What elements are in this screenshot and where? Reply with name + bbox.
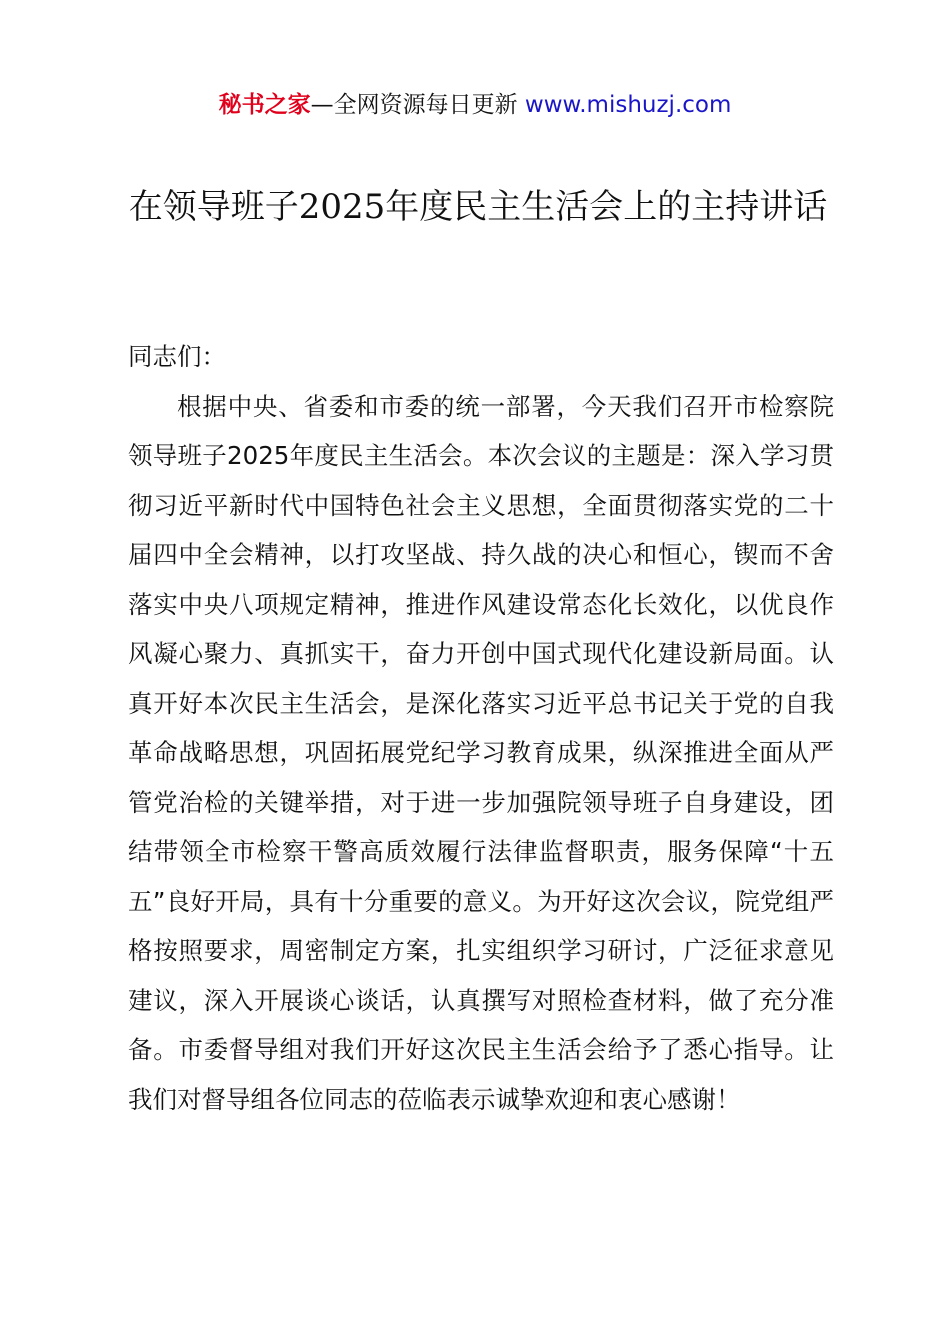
site-header	[0, 88, 950, 122]
document-body	[128, 332, 834, 1124]
document-title: 在领导班子2025年度民主生活会上的主持讲话	[128, 187, 828, 227]
salutation: 同志们：	[128, 342, 226, 371]
body-paragraph: 根据中央、省委和市委的统一部署，今天我们召开市检察院领导班子2025年度民主生活会。本次会议的主题是：深入学习贯彻习近平新时代中国特色社会主义思想，全面贯彻落实党的二十届四中全会精神，以打攻坚战、持久战的决心和恒心，锲而不舍落实中央八项规定精神，推进作风建设常态化长效化，以优良作风凝心聚力、真抓实干，奋力开创中国式现代化建设新局面。认真开好本次民主生活会，是深化落实习近平总书记关于党的自我革命战略思想，巩固拓展党纪学习教育成果，纵深推进全面从严管党治检的关键举措，对于进一步加强院领导班子自身建设，团结带领全市检察干警高质效履行法律监督职责，服务保障“十五五”良好开局，具有十分重要的意义。为开好这次会议，院党组严格按照要求，周密制定方案，扎实组织学习研讨，广泛征求意见建议，深入开展谈心谈话，认真撰写对照检查材料，做了充分准备。市委督导组对我们开好这次民主生活会给予了悉心指导。让我们对督导组各位同志的莅临表示诚挚欢迎和衷心感谢！	[128, 391, 834, 1114]
site-url-link[interactable]: www.mishuzj.com	[524, 92, 732, 118]
site-brand: 秘书之家	[218, 92, 311, 118]
site-tagline: —全网资源每日更新	[310, 92, 518, 118]
